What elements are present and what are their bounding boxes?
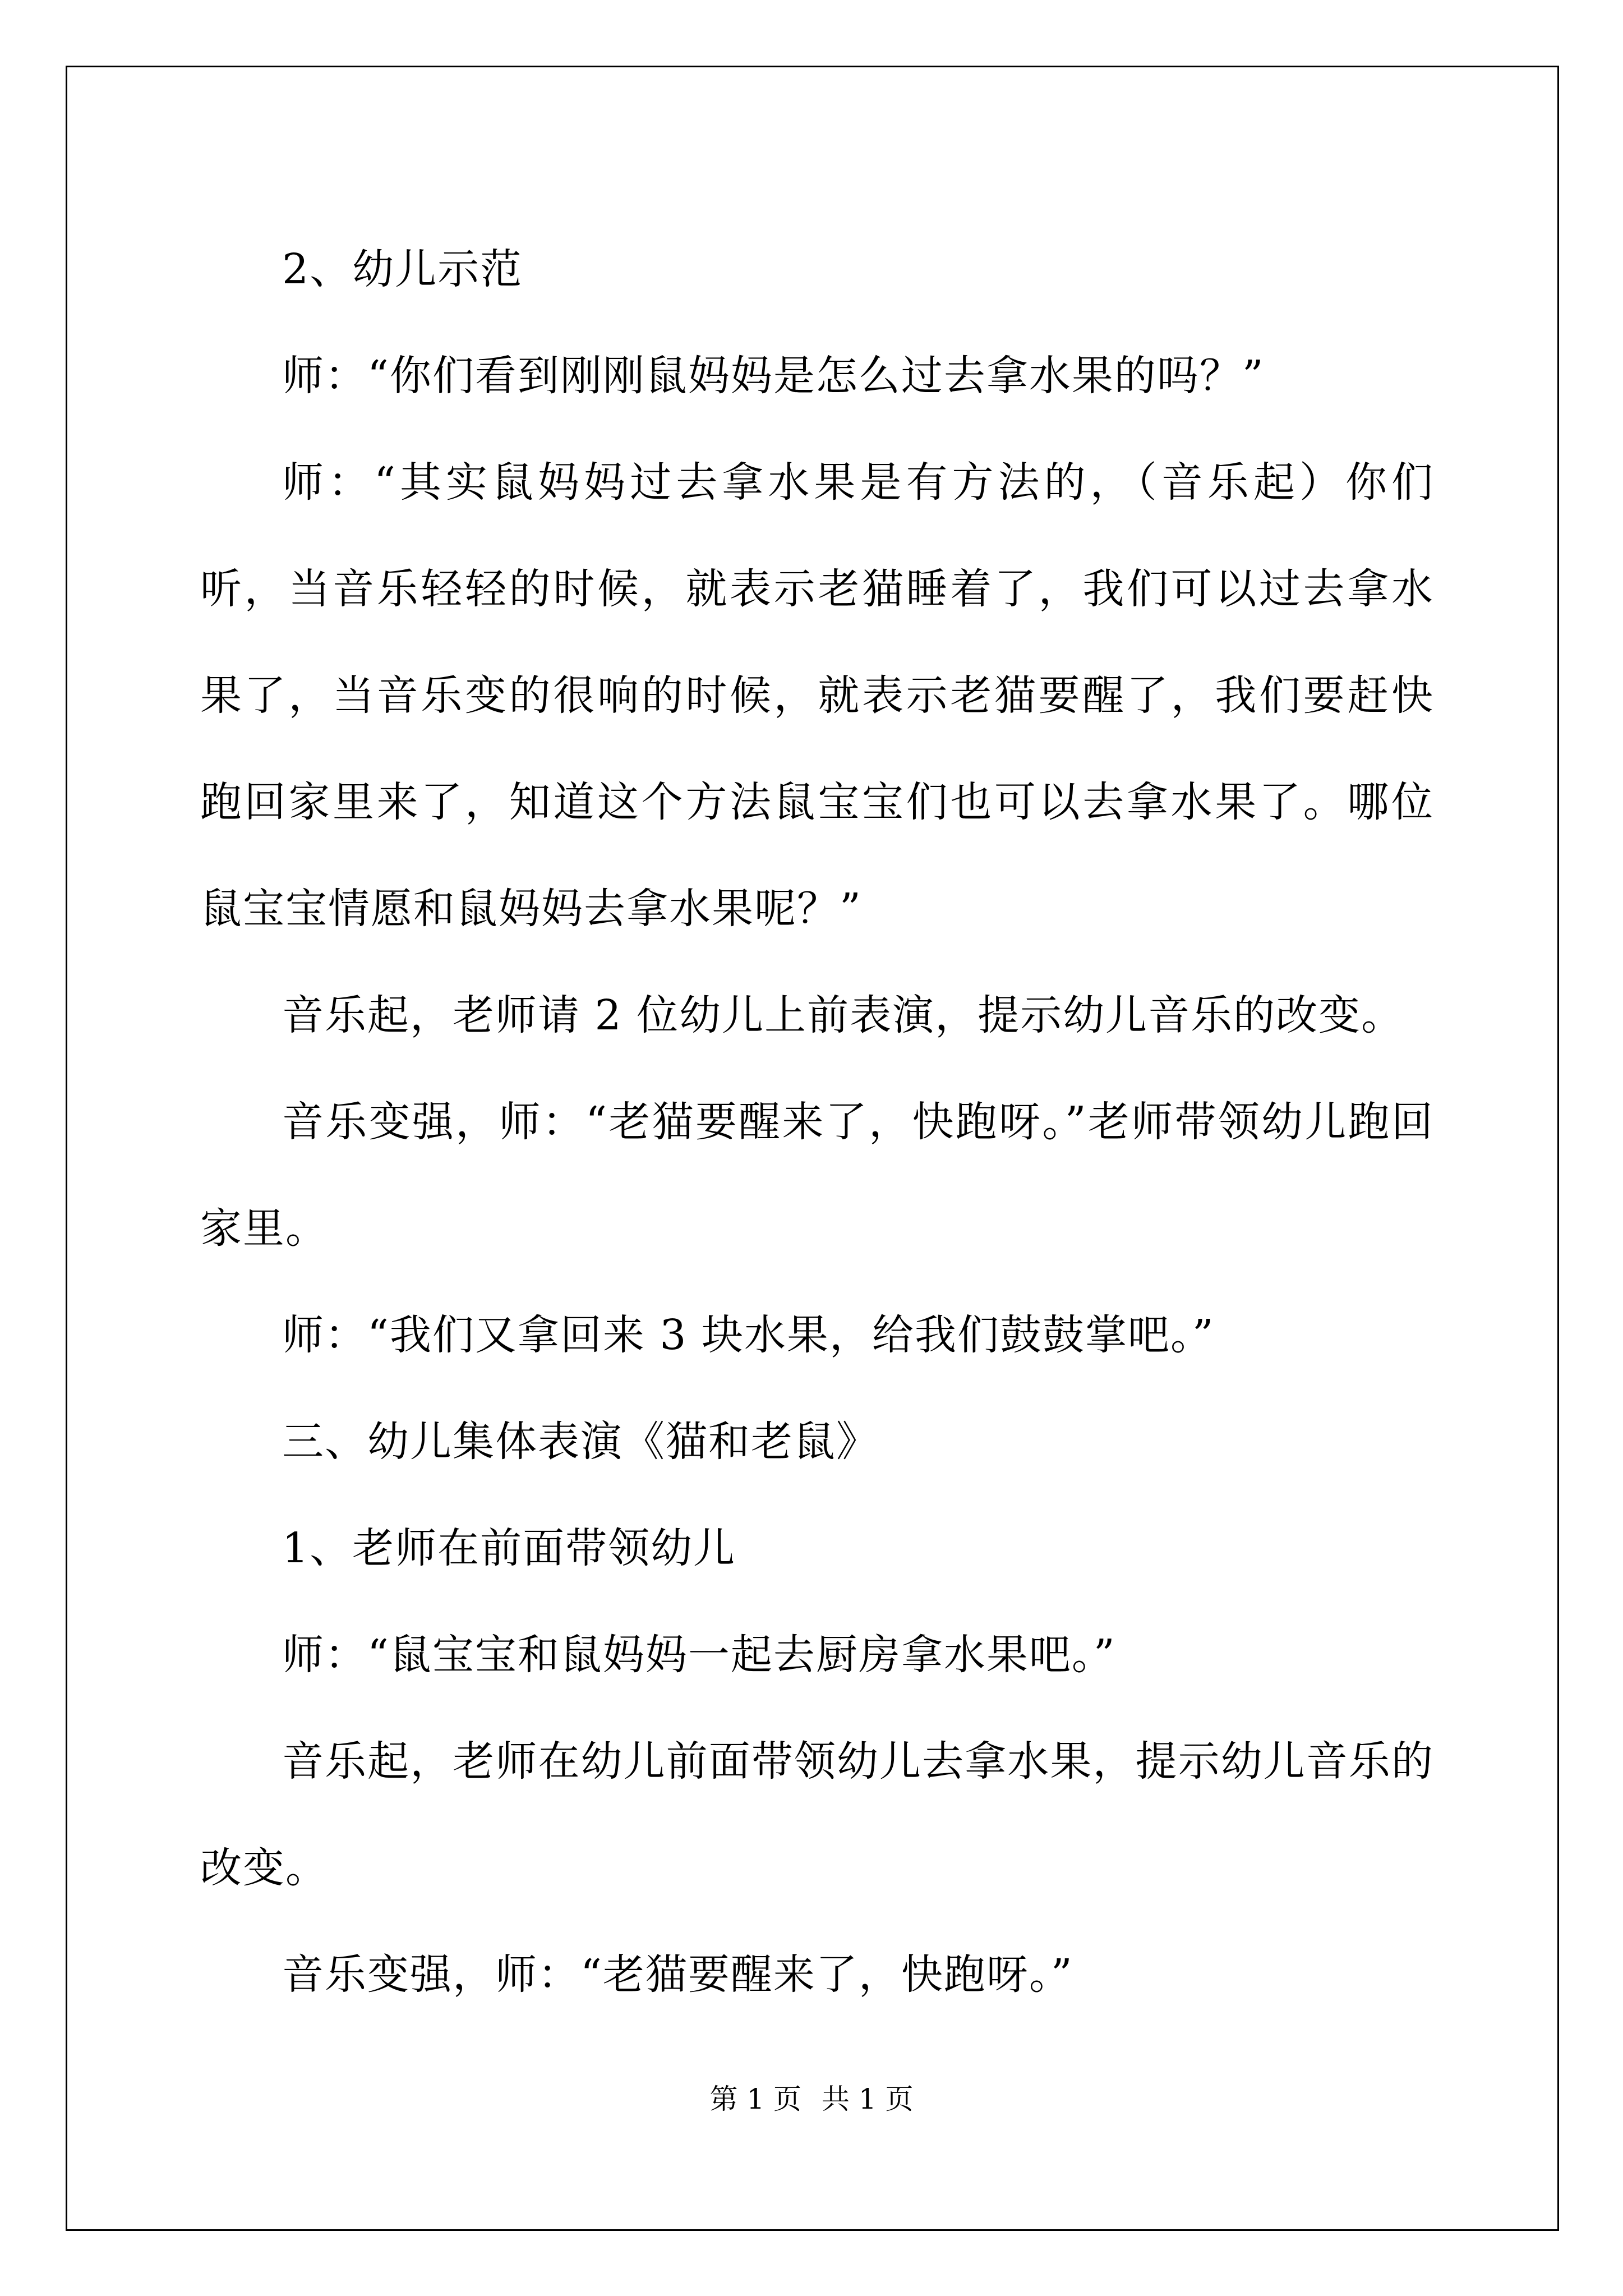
- paragraph: 师：“其实鼠妈妈过去拿水果是有方法的，（音乐起）你们听，当音乐轻轻的时候，就表示老猫睡着了，我们可以过去拿水果了，当音乐变的很响的时候，就表示老猫要醒了，我们要赶快跑回家里来了，知道这个方法鼠宝宝们也可以去拿水果了。哪位鼠宝宝情愿和鼠妈妈去拿水果呢？”: [200, 458, 1434, 933]
- subsection-heading: 1、老师在前面带领幼儿: [282, 1524, 736, 1572]
- page-footer: [0, 2082, 1623, 2116]
- paragraph: 师：“鼠宝宝和鼠妈妈一起去厨房拿水果吧。”: [282, 1631, 1116, 1679]
- paragraph: 师：“你们看到刚刚鼠妈妈是怎么过去拿水果的吗？”: [282, 352, 1265, 400]
- paragraph: 音乐变强，师：“老猫要醒来了，快跑呀。”: [282, 1950, 1073, 1999]
- page-number: 第 1 页: [709, 2083, 802, 2115]
- paragraph: 师：“我们又拿回来 3 块水果，给我们鼓鼓掌吧。”: [282, 1311, 1215, 1359]
- section-heading: 三、幼儿集体表演《猫和老鼠》: [282, 1418, 879, 1466]
- paragraph: 音乐变强，师：“老猫要醒来了，快跑呀。”老师带领幼儿跑回家里。: [200, 1098, 1434, 1253]
- document-body: [200, 216, 1434, 2028]
- paragraph: 2、幼儿示范: [282, 245, 523, 293]
- paragraph: 音乐起，老师在幼儿前面带领幼儿去拿水果，提示幼儿音乐的改变。: [200, 1737, 1434, 1892]
- paragraph: 音乐起，老师请 2 位幼儿上前表演，提示幼儿音乐的改变。: [282, 991, 1404, 1039]
- page-total: 共 1 页: [821, 2083, 914, 2115]
